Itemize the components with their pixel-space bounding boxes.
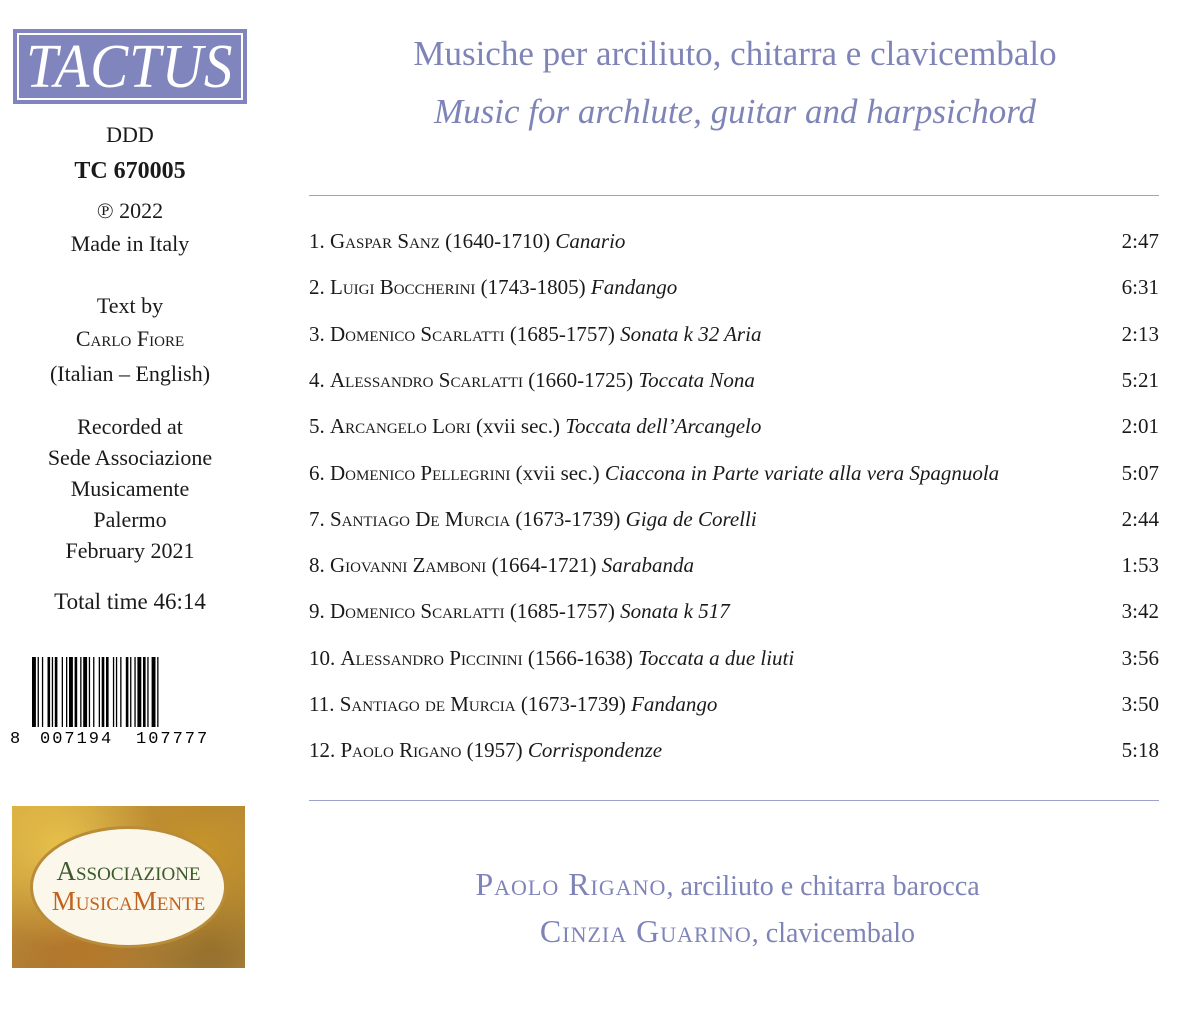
track-dates: (1957): [466, 738, 523, 763]
performer-2: [310, 913, 1145, 950]
track-time: 2:01: [1121, 414, 1159, 439]
track-row: [309, 738, 1159, 768]
performer-1-name: Paolo Rigano: [475, 866, 667, 902]
track-number: 10.: [309, 645, 336, 670]
title-italian: Musiche per arciliuto, chitarra e clavicembalo: [413, 34, 1057, 73]
track-composer: Alessandro Piccinini: [340, 645, 523, 670]
track-number: 8.: [309, 553, 325, 578]
track-time: 2:44: [1121, 506, 1159, 531]
performer-1-role: , arciliuto e chitarra barocca: [666, 871, 980, 902]
total-time: Total time 46:14: [54, 589, 206, 614]
track-number: 9.: [309, 599, 325, 624]
track-composer: Domenico Pellegrini: [330, 460, 511, 485]
track-info: [309, 507, 757, 532]
track-time: 3:50: [1121, 692, 1159, 716]
recorded-line: Musicamente: [70, 476, 190, 501]
track-time: 6:31: [1121, 275, 1159, 300]
track-work: Sonata k 517: [620, 599, 730, 624]
track-dates: (1685-1757): [509, 599, 615, 624]
track-work: Sonata k 32 Aria: [620, 321, 762, 346]
track-row: [309, 692, 1159, 722]
track-info: [309, 368, 755, 393]
track-work: Giga de Corelli: [625, 506, 757, 531]
track-dates: (1673-1739): [515, 506, 621, 531]
track-row: [309, 553, 1159, 583]
badge-oval: [30, 826, 227, 948]
track-dates: (xvii sec.): [515, 460, 600, 485]
track-row: [309, 507, 1159, 537]
title-english: Music for archlute, guitar and harpsichord: [433, 92, 1037, 131]
track-composer: Luigi Boccherini: [330, 275, 476, 300]
track-row: [309, 322, 1159, 352]
track-row: [309, 229, 1159, 259]
track-time: 2:47: [1121, 229, 1159, 253]
track-row: [309, 461, 1159, 491]
recorded-line: Recorded at: [77, 414, 183, 439]
track-work: Toccata a due liuti: [638, 645, 795, 670]
track-composer: Arcangelo Lori: [330, 414, 471, 439]
track-work: Fandango: [590, 275, 678, 300]
divider-top: [309, 195, 1159, 196]
track-dates: (1566-1638): [527, 645, 633, 670]
logo-text: TACTUS: [26, 32, 234, 101]
track-dates: (1664-1721): [491, 553, 597, 578]
performer-2-role: , clavicembalo: [751, 918, 916, 949]
barcode: [10, 655, 236, 747]
track-work: Fandango: [631, 692, 718, 716]
track-composer: Domenico Scarlatti: [330, 321, 505, 346]
badge-line-2: MusicaMente: [51, 886, 206, 916]
associazione-musicamente-badge: [12, 806, 245, 968]
track-time: 3:42: [1121, 599, 1159, 624]
track-info: [309, 275, 677, 300]
copyright: ℗ 2022: [96, 198, 164, 223]
track-row: [309, 275, 1159, 305]
track-time: 5:21: [1121, 367, 1159, 392]
track-work: Corrispondenze: [527, 738, 663, 763]
track-number: 4.: [309, 367, 325, 392]
track-number: 12.: [309, 738, 336, 763]
track-time: 1:53: [1121, 553, 1159, 578]
track-info: [309, 738, 662, 763]
track-time: 5:07: [1121, 460, 1159, 485]
performer-2-name: Cinzia Guarino: [539, 913, 752, 949]
track-time: 3:56: [1121, 645, 1159, 670]
track-composer: Santiago de Murcia: [339, 692, 516, 716]
track-dates: (1743-1805): [480, 275, 586, 300]
track-dates: (xvii sec.): [476, 414, 560, 439]
track-work: Canario: [555, 229, 626, 253]
track-work: Ciaccona in Parte variate alla vera Spagnuola: [604, 460, 1000, 485]
barcode-right-digits: 107777: [136, 730, 210, 747]
track-number: 3.: [309, 321, 325, 346]
track-time: 2:13: [1121, 321, 1159, 346]
track-number: 2.: [309, 275, 325, 300]
track-info: [309, 229, 625, 254]
track-info: [309, 599, 730, 624]
badge-line-1: Associazione: [56, 856, 201, 887]
barcode-first-digit: 8: [10, 730, 21, 747]
track-dates: (1685-1757): [509, 321, 615, 346]
barcode-left-digits: 007194: [40, 730, 114, 747]
recorded-line: February 2021: [65, 538, 195, 563]
track-info: [309, 692, 717, 717]
track-row: [309, 599, 1159, 629]
track-composer: Alessandro Scarlatti: [330, 367, 523, 392]
track-number: 11.: [309, 692, 335, 716]
track-time: 5:18: [1121, 738, 1159, 763]
track-row: [309, 368, 1159, 398]
tactus-logo: [13, 29, 247, 104]
track-composer: Domenico Scarlatti: [330, 599, 505, 624]
recording-type: DDD: [106, 122, 154, 147]
catalog-number: TC 670005: [74, 158, 186, 184]
track-number: 7.: [309, 506, 325, 531]
track-composer: Gaspar Sanz: [330, 229, 440, 253]
track-info: [309, 461, 999, 486]
text-by-label: Text by: [96, 293, 164, 318]
origin: Made in Italy: [70, 231, 190, 256]
track-composer: Paolo Rigano: [340, 738, 462, 763]
recorded-line: Palermo: [93, 507, 167, 532]
recorded-line: Sede Associazione: [47, 445, 213, 470]
track-composer: Santiago De Murcia: [330, 506, 511, 531]
text-author: Carlo Fiore: [75, 326, 185, 351]
track-number: 1.: [309, 229, 325, 253]
performer-1: [310, 866, 1145, 903]
track-info: [309, 414, 761, 439]
track-dates: (1640-1710): [445, 229, 551, 253]
track-work: Toccata dell’Arcangelo: [565, 414, 762, 439]
track-composer: Giovanni Zamboni: [330, 553, 487, 578]
track-info: [309, 322, 761, 347]
track-dates: (1673-1739): [520, 692, 626, 716]
track-dates: (1660-1725): [528, 367, 634, 392]
track-number: 5.: [309, 414, 325, 439]
track-work: Sarabanda: [601, 553, 694, 578]
divider-bottom: [309, 800, 1159, 801]
text-languages: (Italian – English): [49, 361, 211, 386]
track-info: [309, 553, 694, 578]
track-row: [309, 414, 1159, 444]
track-row: [309, 646, 1159, 676]
track-work: Toccata Nona: [638, 367, 755, 392]
track-number: 6.: [309, 460, 325, 485]
track-info: [309, 646, 794, 671]
